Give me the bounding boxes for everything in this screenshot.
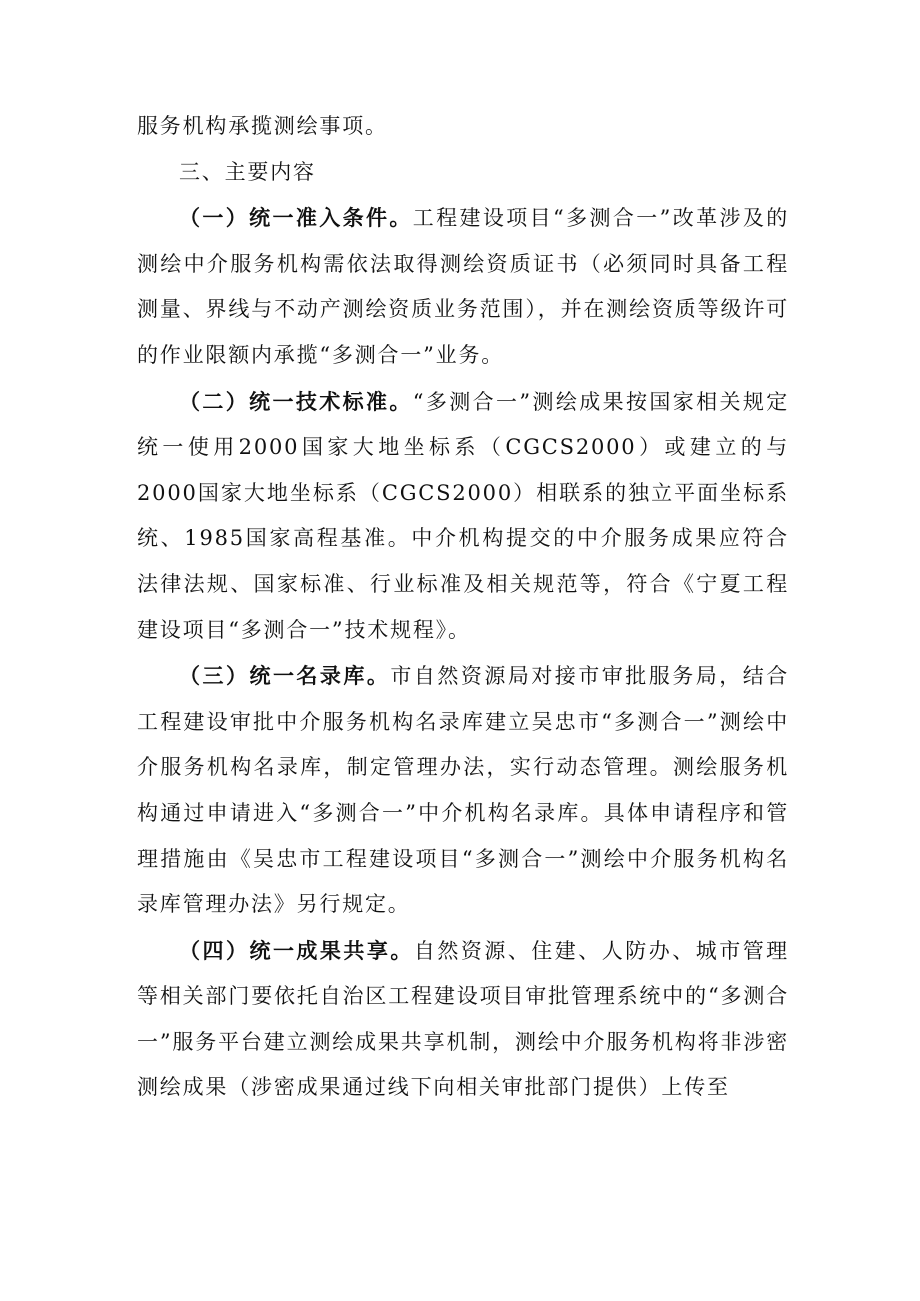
section-heading: 三、主要内容 bbox=[179, 159, 316, 184]
item-lead-4: （四）统一成果共享。 bbox=[179, 937, 414, 963]
item-paragraph-2 bbox=[137, 379, 789, 654]
item-lead-1: （一）统一准入条件。 bbox=[179, 205, 413, 231]
item-body-3: 市自然资源局对接市审批服务局，结合工程建设审批中介服务机构名录库建立吴忠市“多测合一”测绘中介服务机构名录库，制定管理办法，实行动态管理。测绘服务机构通过申请进入“多测合一”中介机构名录库。具体申请程序和管理措施由《吴忠市工程建设项目“多测合一”测绘中介服务机构名录库管理办法》另行规定。 bbox=[137, 664, 789, 917]
item-lead-3: （三）统一名录库。 bbox=[179, 663, 391, 689]
item-paragraph-1 bbox=[137, 195, 789, 378]
document-page bbox=[137, 104, 789, 1111]
item-paragraph-4 bbox=[137, 928, 789, 1111]
item-body-1: 工程建设项目“多测合一”改革涉及的测绘中介服务机构需依法取得测绘资质证书（必须同时具备工程测量、界线与不动产测绘资质业务范围），并在测绘资质等级许可的作业限额内承揽“多测合一”业务。 bbox=[137, 206, 790, 367]
continuation-paragraph: 服务机构承揽测绘事项。 bbox=[137, 114, 388, 138]
item-body-2: “多测合一”测绘成果按国家相关规定统一使用2000国家大地坐标系（CGCS2000）或建立的与2000国家大地坐标系（CGCS2000）相联系的独立平面坐标系统、1985国家高程基准。中介机构提交的中介服务成果应符合法律法规、国家标准、行业标准及相关规范等，符合《宁夏工程建设项目“多测合一”技术规程》。 bbox=[137, 389, 790, 642]
item-lead-2: （二）统一技术标准。 bbox=[179, 388, 413, 414]
item-paragraph-3 bbox=[137, 653, 789, 928]
item-body-4: 自然资源、住建、人防办、城市管理等相关部门要依托自治区工程建设项目审批管理系统中的“多测合一”服务平台建立测绘成果共享机制，测绘中介服务机构将非涉密测绘成果（涉密成果通过线下向相关审批部门提供）上传至 bbox=[137, 938, 789, 1100]
